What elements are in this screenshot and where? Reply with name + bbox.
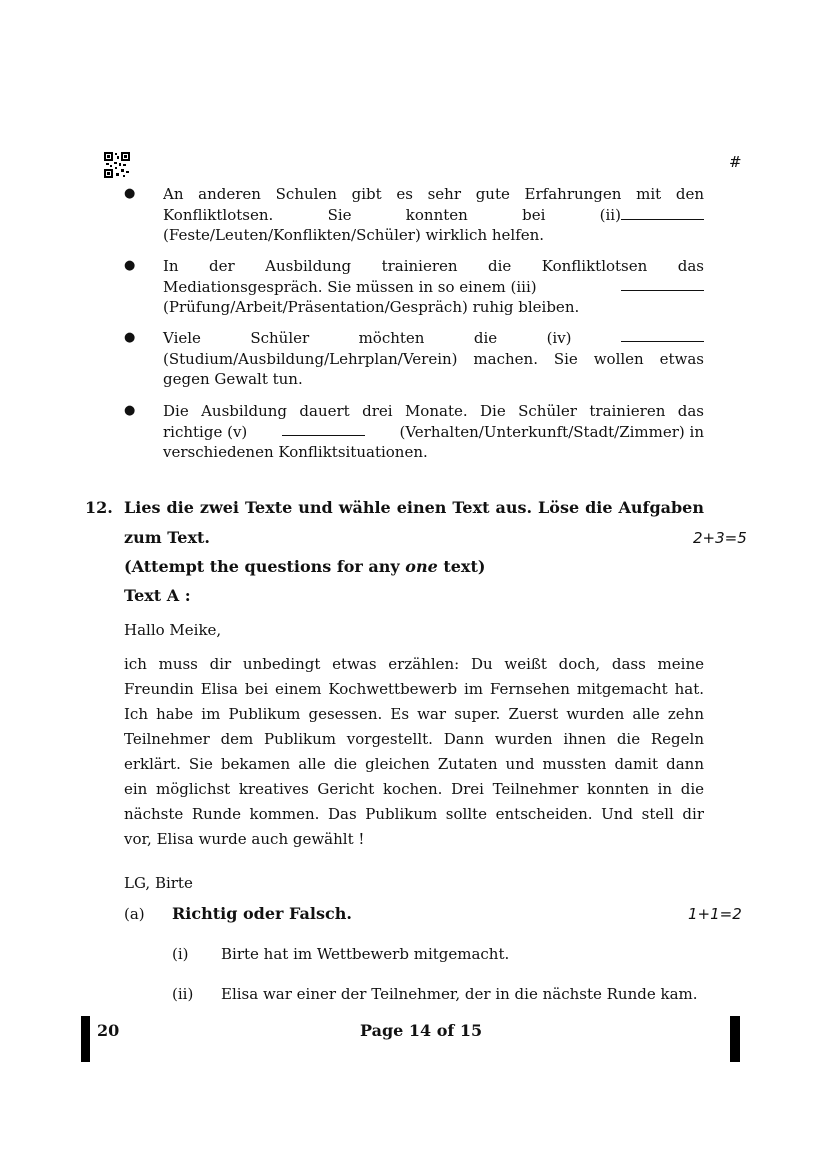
answer-blank[interactable] (621, 206, 704, 220)
question-instruction: Lies die zwei Texte und wähle einen Text aus. Löse die Aufgaben (124, 498, 704, 517)
page-number: Page 14 of 15 (360, 1021, 483, 1040)
bullet-line: (Studium/Ausbildung/Lehrplan/Verein) machen. Sie wollen etwas (163, 349, 704, 368)
bullet-line: (Feste/Leuten/Konflikten/Schüler) wirklich helfen. (163, 226, 545, 244)
part-marks: 1+1=2 (688, 905, 742, 923)
bullet-dot: ● (124, 330, 136, 345)
answer-blank[interactable] (621, 328, 704, 342)
letter-line: nächste Runde kommen. Das Publikum sollte entscheiden. Und stell dir (124, 805, 704, 823)
letter-line: ich muss dir unbedingt etwas erzählen: Du weißt doch, dass meine (124, 655, 704, 673)
bullet-line: (Prüfung/Arbeit/Präsentation/Gespräch) ruhig bleiben. (163, 298, 580, 316)
answer-blank[interactable] (282, 422, 365, 436)
bullet-dot: ● (124, 403, 136, 418)
item-number: (i) (172, 945, 189, 963)
bullet-line: Konfliktlotsen. Sie konnten bei (ii) (163, 205, 704, 226)
margin-bar (730, 1016, 740, 1062)
bullet-line: verschiedenen Konfliktsituationen. (163, 443, 428, 461)
letter-line: Teilnehmer dem Publikum vorgestellt. Dann wurden ihnen die Regeln (124, 730, 704, 748)
question-number: 12. (85, 498, 113, 517)
attempt-note: (Attempt the questions for any one text) (124, 557, 486, 576)
letter-line: ein möglichst kreatives Gericht kochen. Drei Teilnehmer konnten in die (124, 780, 704, 798)
page-marker: # (729, 153, 742, 171)
letter-body (124, 652, 704, 852)
item-statement: Birte hat im Wettbewerb mitgemacht. (221, 945, 510, 963)
bullet-line: Mediationsgespräch. Sie müssen in so einem (iii) (163, 277, 704, 298)
answer-blank[interactable] (621, 277, 704, 291)
item-statement: Elisa war einer der Teilnehmer, der in die nächste Runde kam. (221, 985, 698, 1003)
text-label: Text A : (124, 586, 191, 605)
bullet-line: richtige (v) (Verhalten/Unterkunft/Stadt/Zimmer) in (163, 422, 704, 441)
letter-line: erklärt. Sie bekamen alle die gleichen Zutaten und mussten damit dann (124, 755, 704, 773)
letter-greeting: Hallo Meike, (124, 621, 222, 639)
part-title: Richtig oder Falsch. (172, 904, 352, 923)
letter-line: Freundin Elisa bei einem Kochwettbewerb im Fernsehen mitgemacht hat. (124, 680, 704, 698)
item-number: (ii) (172, 985, 194, 1003)
question-instruction-cont: zum Text. (124, 528, 210, 547)
part-label: (a) (124, 905, 145, 923)
letter-line: vor, Elisa wurde auch gewählt ! (124, 830, 365, 848)
bullet-dot: ● (124, 186, 136, 201)
bullet-line: Viele Schüler möchten die (iv) (163, 328, 704, 349)
bullet-line: gegen Gewalt tun. (163, 370, 303, 388)
bullet-dot: ● (124, 258, 136, 273)
bullet-line: In der Ausbildung trainieren die Konfliktlotsen das (163, 257, 704, 275)
bullet-line: An anderen Schulen gibt es sehr gute Erfahrungen mit den (163, 185, 704, 203)
margin-bar (81, 1016, 90, 1062)
qr-code-icon (104, 152, 130, 178)
letter-signoff: LG, Birte (124, 874, 193, 892)
letter-line: Ich habe im Publikum gesessen. Es war super. Zuerst wurden alle zehn (124, 705, 704, 723)
bullet-line: Die Ausbildung dauert drei Monate. Die Schüler trainieren das (163, 402, 704, 420)
paper-code: 20 (97, 1021, 120, 1040)
question-marks: 2+3=5 (693, 529, 747, 547)
